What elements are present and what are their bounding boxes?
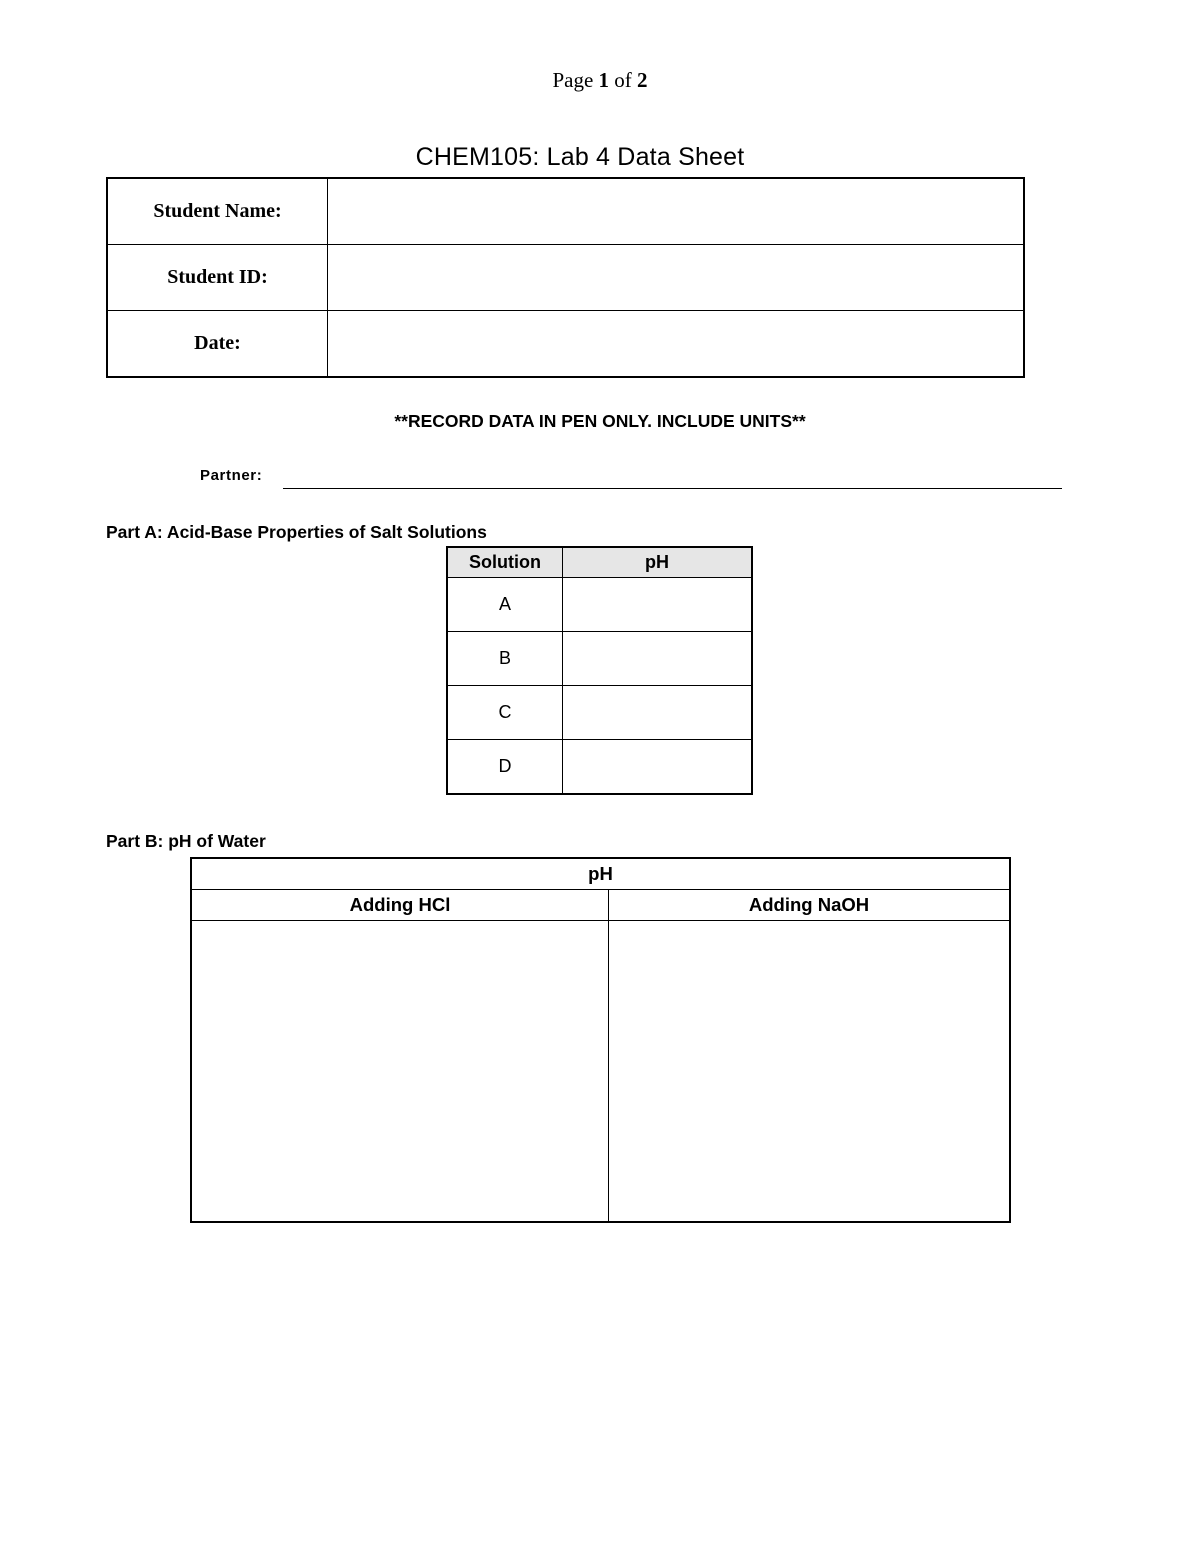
column-header-ph: pH (563, 547, 753, 578)
part-a-heading: Part A: Acid-Base Properties of Salt Solutions (106, 522, 487, 542)
column-header-solution: Solution (447, 547, 563, 578)
date-field[interactable] (328, 311, 1025, 378)
table-row (447, 686, 752, 740)
page-number (0, 68, 1200, 93)
student-info-table (106, 177, 1025, 378)
table-row (191, 921, 1010, 1223)
part-a-table (446, 546, 753, 795)
table-row (447, 632, 752, 686)
partner-field[interactable] (283, 488, 1062, 489)
adding-naoh-cell[interactable] (609, 921, 1011, 1223)
date-label: Date: (107, 311, 328, 378)
ph-cell[interactable] (563, 632, 753, 686)
page-prefix: Page (552, 68, 599, 92)
solution-label: B (447, 632, 563, 686)
part-b-heading: Part B: pH of Water (106, 831, 266, 851)
page-total: 2 (637, 68, 648, 92)
table-row (447, 740, 752, 795)
table-header-row (447, 547, 752, 578)
student-name-field[interactable] (328, 178, 1025, 245)
student-id-field[interactable] (328, 245, 1025, 311)
table-row (107, 245, 1024, 311)
table-header-row (191, 858, 1010, 890)
table-row (447, 578, 752, 632)
solution-label: D (447, 740, 563, 795)
ph-group-header: pH (191, 858, 1010, 890)
table-row (107, 311, 1024, 378)
ph-cell[interactable] (563, 578, 753, 632)
table-header-row (191, 890, 1010, 921)
ph-cell[interactable] (563, 686, 753, 740)
page-current: 1 (598, 68, 610, 92)
pen-only-notice: **RECORD DATA IN PEN ONLY. INCLUDE UNITS** (394, 411, 806, 431)
column-header-adding-naoh: Adding NaOH (609, 890, 1011, 921)
solution-label: C (447, 686, 563, 740)
ph-cell[interactable] (563, 740, 753, 795)
column-header-adding-hcl: Adding HCl (191, 890, 609, 921)
partner-label: Partner: (200, 467, 263, 484)
adding-hcl-cell[interactable] (191, 921, 609, 1223)
page-title: CHEM105: Lab 4 Data Sheet (415, 143, 745, 171)
page-of: of (609, 68, 638, 92)
solution-label: A (447, 578, 563, 632)
student-name-label: Student Name: (107, 178, 328, 245)
table-row (107, 178, 1024, 245)
student-id-label: Student ID: (107, 245, 328, 311)
part-b-table (190, 857, 1011, 1223)
